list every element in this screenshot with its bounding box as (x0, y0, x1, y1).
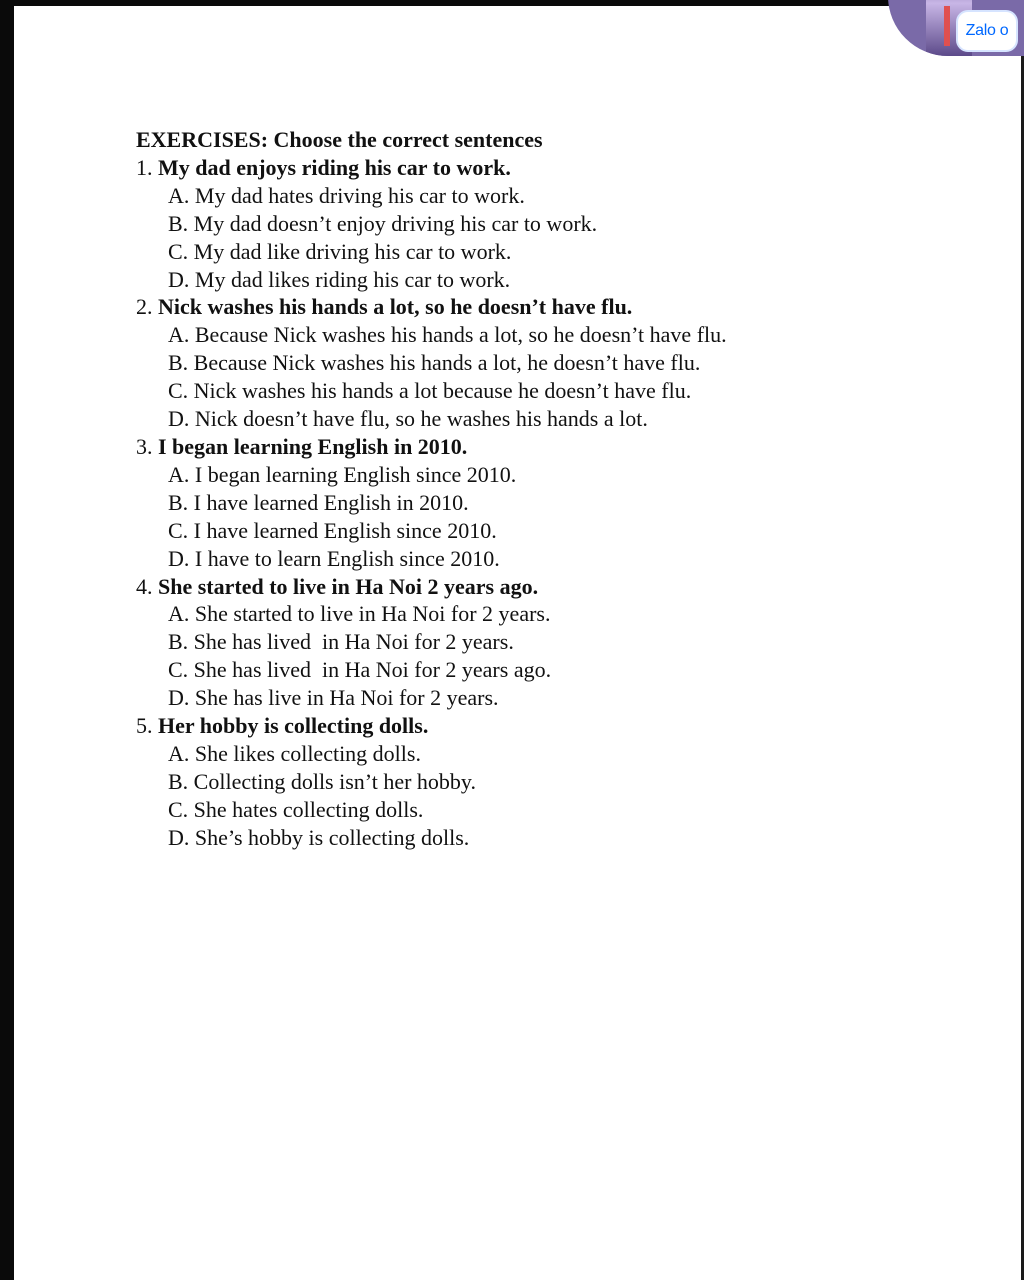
zalo-logo-icon: Zalo o (965, 22, 1009, 39)
option-4c: C. She has lived in Ha Noi for 2 years ago. (168, 657, 552, 683)
option-5c: C. She hates collecting dolls. (168, 796, 424, 822)
question-3 (136, 433, 976, 461)
option-1c: C. My dad like driving his car to work. (168, 238, 512, 264)
zalo-app-badge[interactable] (956, 10, 1018, 52)
option-4a: A. She started to live in Ha Noi for 2 years. (168, 601, 551, 627)
option-2d: D. Nick doesn’t have flu, so he washes his hands a lot. (168, 406, 648, 432)
option-2a: A. Because Nick washes his hands a lot, so he doesn’t have flu. (168, 322, 727, 348)
question-2 (136, 293, 976, 321)
option-5b: B. Collecting dolls isn’t her hobby. (168, 768, 476, 794)
option-3b: B. I have learned English in 2010. (168, 489, 469, 515)
question-text: I began learning English in 2010. (158, 433, 468, 459)
question-5 (136, 712, 976, 740)
option-3d: D. I have to learn English since 2010. (168, 545, 500, 571)
question-text: Her hobby is collecting dolls. (158, 713, 429, 739)
question-number: 3. (136, 433, 153, 459)
question-number: 2. (136, 294, 153, 320)
question-4 (136, 573, 976, 601)
exercise-document (136, 126, 976, 852)
question-number: 5. (136, 713, 153, 739)
question-text: My dad enjoys riding his car to work. (158, 154, 511, 180)
option-1b: B. My dad doesn’t enjoy driving his car to work. (168, 210, 598, 236)
option-2b: B. Because Nick washes his hands a lot, he doesn’t have flu. (168, 350, 701, 376)
option-4b: B. She has lived in Ha Noi for 2 years. (168, 629, 514, 655)
question-number: 4. (136, 573, 153, 599)
option-4d: D. She has live in Ha Noi for 2 years. (168, 685, 499, 711)
option-3a: A. I began learning English since 2010. (168, 461, 517, 487)
question-text: She started to live in Ha Noi 2 years ago. (158, 573, 539, 599)
exercise-title: EXERCISES: Choose the correct sentences (136, 127, 543, 152)
screen-top-edge (0, 0, 1024, 6)
screen-left-edge (0, 0, 14, 1280)
option-3c: C. I have learned English since 2010. (168, 517, 497, 543)
option-5a: A. She likes collecting dolls. (168, 740, 421, 766)
option-1d: D. My dad likes riding his car to work. (168, 266, 511, 292)
option-2c: C. Nick washes his hands a lot because he doesn’t have flu. (168, 378, 692, 404)
option-5d: D. She’s hobby is collecting dolls. (168, 824, 470, 850)
option-1a: A. My dad hates driving his car to work. (168, 182, 525, 208)
question-text: Nick washes his hands a lot, so he doesn’t have flu. (158, 294, 633, 320)
question-1 (136, 154, 976, 182)
question-number: 1. (136, 154, 153, 180)
